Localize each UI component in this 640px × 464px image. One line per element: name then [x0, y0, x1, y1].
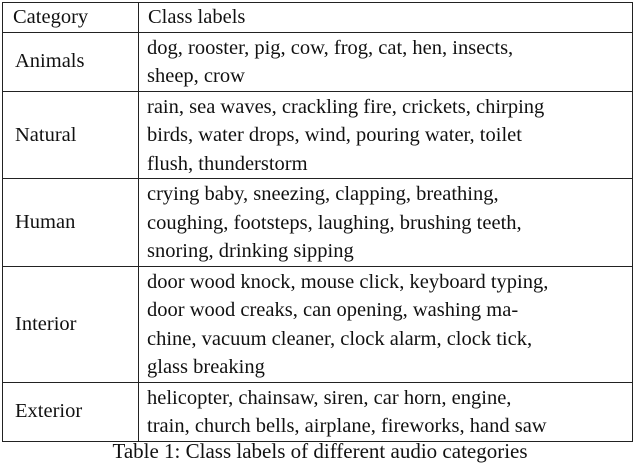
table-header-row: [3, 3, 633, 33]
label-line: chine, vacuum cleaner, clock alarm, clock tick,: [147, 327, 533, 350]
label-line: birds, water drops, wind, pouring water, toilet: [147, 124, 522, 146]
class-labels-cell: [139, 179, 633, 267]
category-cell: Interior: [3, 266, 139, 382]
table-row: [3, 91, 633, 179]
class-labels-cell: [139, 32, 633, 91]
class-labels-cell: [139, 91, 633, 179]
label-line: snoring, drinking sipping: [147, 240, 354, 262]
label-line: sheep, crow: [147, 65, 245, 87]
category-cell: Animals: [3, 32, 139, 91]
label-line: door wood knock, mouse click, keyboard typing,: [147, 270, 549, 293]
label-line: rain, sea waves, crackling fire, crickets, chirping: [147, 95, 545, 118]
class-labels-cell: [139, 266, 633, 382]
label-line: crying baby, sneezing, clapping, breathing,: [147, 183, 499, 205]
label-line: flush, thunderstorm: [147, 152, 308, 175]
label-line: glass breaking: [147, 356, 265, 378]
table-row: [3, 382, 633, 441]
category-cell: Human: [3, 179, 139, 267]
label-line: dog, rooster, pig, cow, frog, cat, hen, insects,: [147, 36, 514, 59]
label-line: train, church bells, airplane, fireworks, hand saw: [147, 415, 547, 437]
header-category: Category: [3, 3, 139, 33]
label-line: coughing, footsteps, laughing, brushing teeth,: [147, 211, 522, 234]
class-labels-table: [2, 2, 633, 442]
header-class-labels: Class labels: [139, 3, 633, 33]
class-labels-table-container: [2, 2, 632, 442]
category-cell: Natural: [3, 91, 139, 179]
class-labels-cell: [139, 382, 633, 441]
table-row: [3, 179, 633, 267]
label-line: door wood creaks, can opening, washing ma-: [147, 299, 519, 321]
category-cell: Exterior: [3, 382, 139, 441]
label-line: helicopter, chainsaw, siren, car horn, engine,: [147, 386, 512, 409]
table-row: [3, 266, 633, 382]
table-caption: Table 1: Class labels of different audio categories: [112, 439, 528, 463]
table-row: [3, 32, 633, 91]
